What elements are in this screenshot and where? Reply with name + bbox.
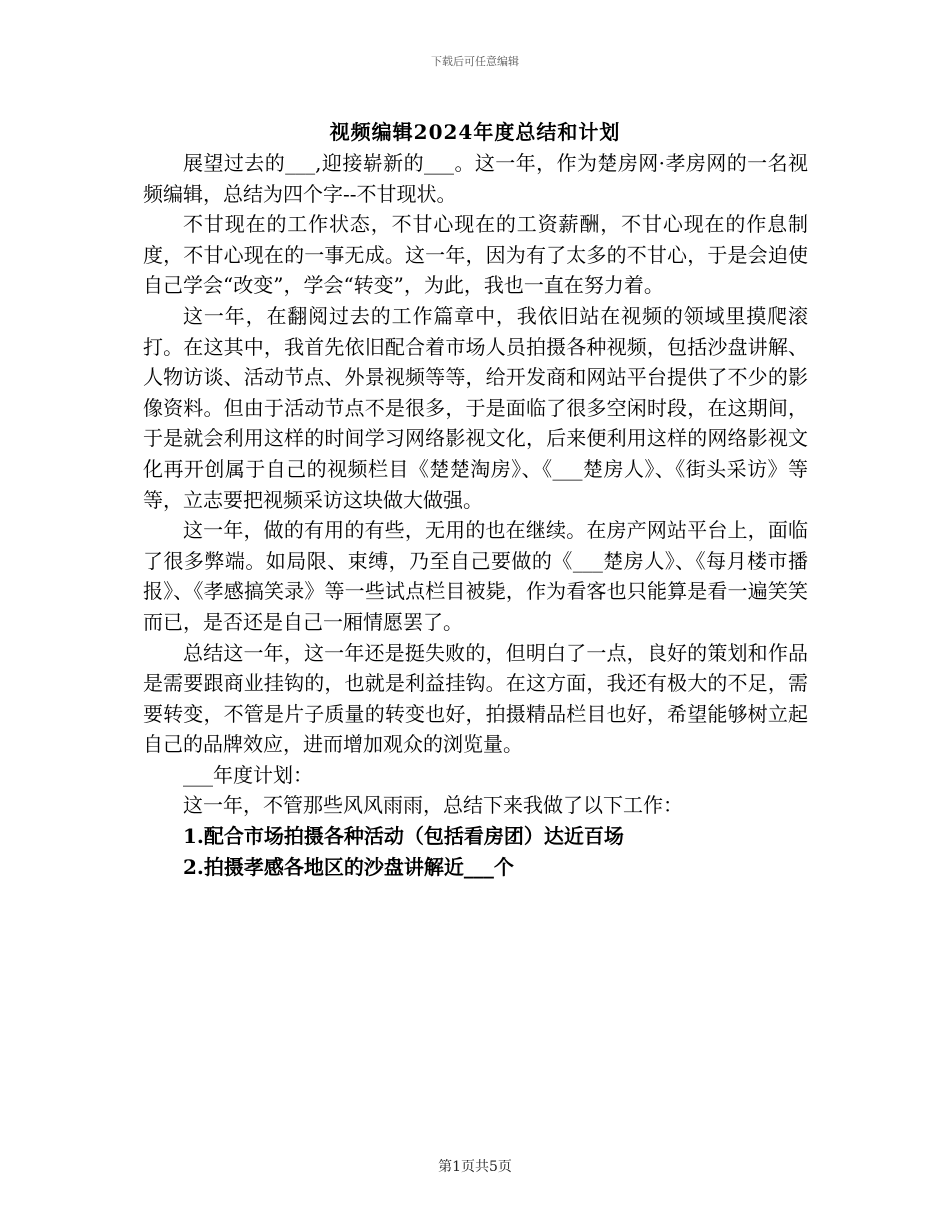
paragraph-plan-heading: ___年度计划： — [183, 762, 313, 787]
paragraph-summary: 总结这一年，这一年还是挺失败的，但明白了一点，良好的策划和作品是需要跟商业挂钩的，也就是利益挂钩。在这方面，我还有极大的不足，需要转变，不管是片子质量的转变也好，拍摄精品栏目也好，希望能够树立起自己的品牌效应，进而增加观众的浏览量。 — [143, 640, 808, 757]
paragraph-work-intro: 这一年，不管那些风风雨雨，总结下来我做了以下工作： — [183, 793, 683, 818]
page-number: 第1页共5页 — [438, 1159, 512, 1175]
document-title: 视频编辑2024年度总结和计划 — [329, 120, 621, 144]
page-header-note: 下载后可任意编辑 — [431, 55, 519, 68]
list-item-2: 2.拍摄孝感各地区的沙盘讲解近___个 — [183, 854, 514, 879]
paragraph-platform-issues: 这一年，做的有用的有些，无用的也在继续。在房产网站平台上，面临了很多弊端。如局限、束缚，乃至自己要做的《___楚房人》、《每月楼市播报》、《孝感搞笑录》等一些试点栏目被毙，作为看客也只能算是看一遍笑笑而已，是否还是自己一厢情愿罢了。 — [143, 518, 808, 634]
paragraph-intro: 展望过去的___,迎接崭新的___。这一年，作为楚房网·孝房网的一名视频编辑，总结为四个字--不甘现状。 — [143, 151, 808, 206]
list-item-1: 1.配合市场拍摄各种活动（包括看房团）达近百场 — [183, 824, 624, 849]
paragraph-video-work: 这一年，在翻阅过去的工作篇章中，我依旧站在视频的领域里摸爬滚打。在这其中，我首先依旧配合着市场人员拍摄各种视频，包括沙盘讲解、人物访谈、活动节点、外景视频等等，给开发商和网站平台提供了不少的影像资料。但由于活动节点不是很多，于是面临了很多空闲时段，在这期间，于是就会利用这样的时间学习网络影视文化，后来便利用这样的网络影视文化再开创属于自己的视频栏目《楚楚淘房》、《___楚房人》、《街头采访》等等，立志要把视频采访这块做大做强。 — [143, 303, 808, 512]
document-body — [143, 148, 808, 882]
paragraph-unsatisfied: 不甘现在的工作状态，不甘心现在的工资薪酬，不甘心现在的作息制度，不甘心现在的一事无成。这一年，因为有了太多的不甘心，于是会迫使自己学会“改变”，学会“转变”，为此，我也一直在努力着。 — [143, 212, 808, 298]
